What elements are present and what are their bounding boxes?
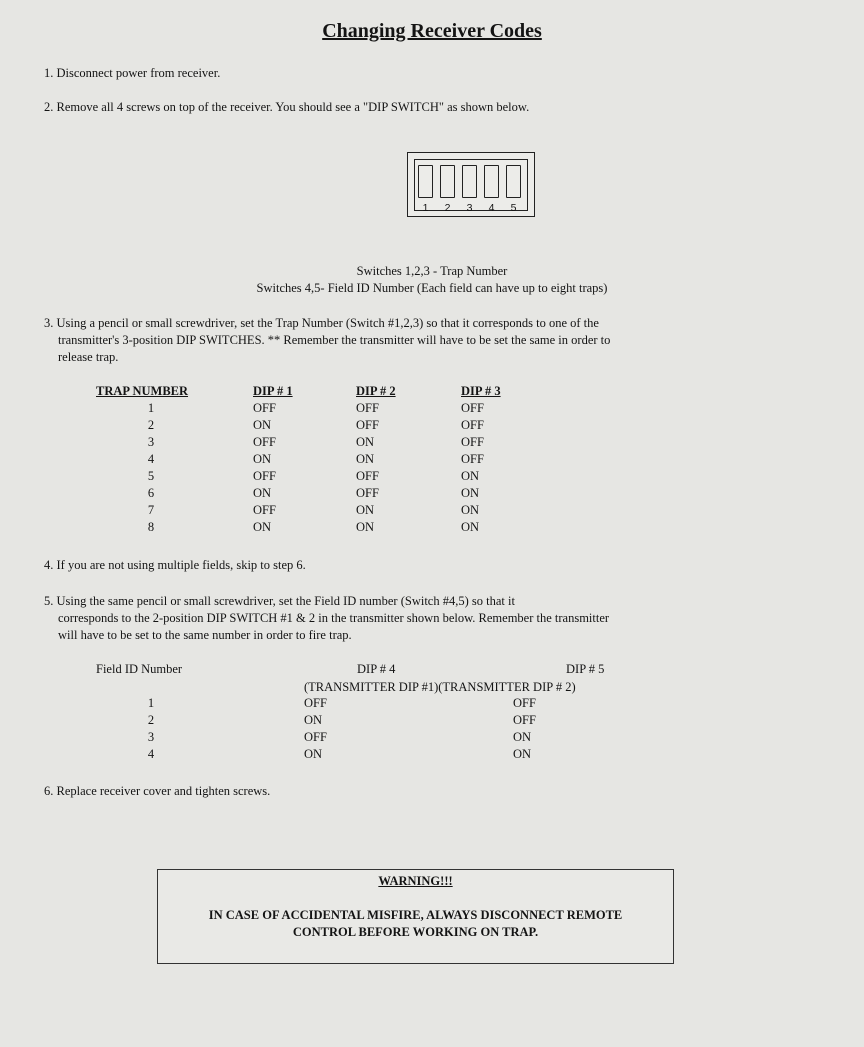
step-5-line-2: corresponds to the 2-position DIP SWITCH #1 & 2 in the transmitter shown below. Remember the transmitter	[58, 611, 610, 625]
table-header: Field ID Number	[96, 662, 183, 676]
step-3-line-3: release trap.	[58, 350, 119, 364]
table-cell: 2	[147, 713, 155, 727]
table-cell: ON	[461, 486, 480, 500]
table-cell: OFF	[356, 401, 379, 415]
table-cell: ON	[253, 486, 272, 500]
table-cell: ON	[253, 520, 272, 534]
dip-switch-toggle-3	[462, 165, 477, 198]
table-cell: OFF	[356, 486, 379, 500]
table-cell: OFF	[461, 418, 484, 432]
step-3	[44, 315, 610, 366]
table-cell: ON	[304, 747, 323, 761]
table-header: DIP # 1	[253, 384, 293, 398]
table-subheader: (TRANSMITTER DIP #1)(TRANSMITTER DIP # 2)	[304, 680, 576, 694]
table-cell: OFF	[304, 696, 327, 710]
table-cell: 1	[147, 696, 155, 710]
table-cell: OFF	[253, 435, 276, 449]
table-cell: OFF	[461, 401, 484, 415]
dip-switch-toggle-2	[440, 165, 455, 198]
table-header: DIP # 5	[566, 662, 605, 676]
step-4: 4. If you are not using multiple fields, skip to step 6.	[44, 558, 306, 572]
table-cell: 4	[147, 747, 155, 761]
warning-text	[158, 907, 673, 941]
table-cell: ON	[356, 452, 375, 466]
table-cell: OFF	[253, 401, 276, 415]
table-cell: OFF	[461, 452, 484, 466]
table-header: TRAP NUMBER	[96, 384, 189, 398]
step-1: 1. Disconnect power from receiver.	[44, 66, 221, 80]
table-cell: ON	[356, 435, 375, 449]
table-cell: 3	[147, 435, 155, 449]
table-cell: ON	[513, 747, 532, 761]
table-cell: ON	[356, 503, 375, 517]
dip-switch-toggle-4	[484, 165, 499, 198]
table-cell: 5	[147, 469, 155, 483]
table-cell: OFF	[513, 696, 536, 710]
dip-switch-number: 4	[488, 202, 495, 214]
table-cell: OFF	[304, 730, 327, 744]
table-cell: ON	[304, 713, 323, 727]
step-3-line-2: transmitter's 3-position DIP SWITCHES. ** Remember the transmitter will have to be set the same in order to	[58, 333, 611, 347]
table-cell: 7	[147, 503, 155, 517]
dip-switch-toggle-5	[506, 165, 521, 198]
table-cell: ON	[253, 418, 272, 432]
table-cell: 2	[147, 418, 155, 432]
table-cell: ON	[513, 730, 532, 744]
table-cell: 3	[147, 730, 155, 744]
table-cell: ON	[253, 452, 272, 466]
table-cell: OFF	[253, 503, 276, 517]
table-cell: 6	[147, 486, 155, 500]
step-5-line-1: 5. Using the same pencil or small screwdriver, set the Field ID number (Switch #4,5) so that it	[44, 594, 515, 608]
dip-switch-number: 5	[510, 202, 517, 214]
step-6: 6. Replace receiver cover and tighten screws.	[44, 784, 271, 798]
caption-trap-number: Switches 1,2,3 - Trap Number	[356, 264, 508, 278]
dip-switch-toggle-1	[418, 165, 433, 198]
table-cell: 4	[147, 452, 155, 466]
page-title: Changing Receiver Codes	[322, 20, 542, 42]
table-header: DIP # 4	[357, 662, 396, 676]
dip-switch-number: 2	[444, 202, 451, 214]
warning-line-1: IN CASE OF ACCIDENTAL MISFIRE, ALWAYS DISCONNECT REMOTE	[208, 908, 623, 922]
dip-switch-number: 1	[422, 202, 429, 214]
table-cell: ON	[356, 520, 375, 534]
dip-switch-number: 3	[466, 202, 473, 214]
warning-box	[157, 869, 674, 964]
step-3-line-1: 3. Using a pencil or small screwdriver, set the Trap Number (Switch #1,2,3) so that it corresponds to one of the	[44, 316, 599, 330]
table-cell: OFF	[356, 418, 379, 432]
table-cell: OFF	[253, 469, 276, 483]
step-5-line-3: will have to be set to the same number in order to fire trap.	[58, 628, 352, 642]
dip-switch-housing	[414, 159, 528, 214]
table-cell: ON	[461, 503, 480, 517]
table-cell: ON	[461, 469, 480, 483]
step-2: 2. Remove all 4 screws on top of the receiver. You should see a "DIP SWITCH" as shown below.	[44, 100, 530, 114]
table-header: DIP # 3	[461, 384, 501, 398]
table-cell: OFF	[513, 713, 536, 727]
table-cell: OFF	[461, 435, 484, 449]
table-header: DIP # 2	[356, 384, 396, 398]
warning-title: WARNING!!!	[378, 874, 453, 888]
table-cell: 8	[147, 520, 155, 534]
step-5	[44, 593, 609, 644]
caption-field-id: Switches 4,5- Field ID Number (Each field can have up to eight traps)	[256, 281, 608, 295]
warning-line-2: CONTROL BEFORE WORKING ON TRAP.	[292, 925, 539, 939]
table-cell: ON	[461, 520, 480, 534]
table-cell: 1	[147, 401, 155, 415]
table-cell: OFF	[356, 469, 379, 483]
dip-switch-diagram	[407, 152, 535, 217]
